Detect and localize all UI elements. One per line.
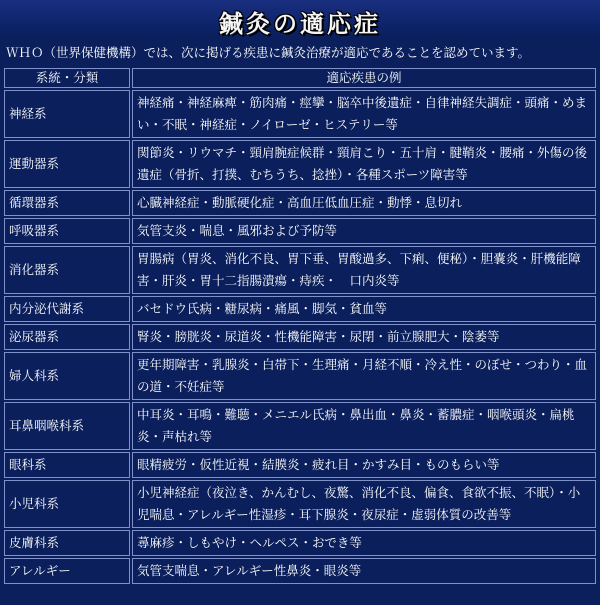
table-row [4,190,596,216]
header-diseases: 適応疾患の例 [132,68,596,88]
row-category: 小児科系 [4,480,130,528]
table-row [4,90,596,138]
row-category: 内分泌代謝系 [4,296,130,322]
row-diseases: 神経痛・神経麻痺・筋肉痛・痙攣・脳卒中後遺症・自律神経失調症・頭痛・めまい・不眠・神経症・ノイローゼ・ヒステリー等 [132,90,596,138]
row-diseases: 胃腸病（胃炎、消化不良、胃下垂、胃酸過多、下痢、便秘）・胆嚢炎・肝機能障害・肝炎・胃十二指腸潰瘍・痔疾・ 口内炎等 [132,246,596,294]
row-diseases: 蕁麻疹・しもやけ・ヘルペス・おでき等 [132,530,596,556]
row-category: 耳鼻咽喉科系 [4,402,130,450]
table-header-row [4,68,596,88]
table-row [4,324,596,350]
table-row [4,452,596,478]
indications-table [2,66,598,586]
row-diseases: 関節炎・リウマチ・頸肩腕症候群・頸肩こり・五十肩・腱鞘炎・腰痛・外傷の後遺症（骨折、打撲、むちうち、捻挫）・各種スポーツ障害等 [132,140,596,188]
title-banner [0,0,600,38]
table-row [4,558,596,584]
row-category: 婦人科系 [4,352,130,400]
row-diseases: 腎炎・膀胱炎・尿道炎・性機能障害・尿閉・前立腺肥大・陰萎等 [132,324,596,350]
page-title: 鍼灸の適応症 [219,9,381,38]
row-diseases: 更年期障害・乳腺炎・白帯下・生理痛・月経不順・冷え性・のぼせ・つわり・血の道・不妊症等 [132,352,596,400]
table-row [4,140,596,188]
table-row [4,352,596,400]
row-diseases: 中耳炎・耳鳴・難聴・メニエル氏病・鼻出血・鼻炎・蓄膿症・咽喉頭炎・扁桃炎・声枯れ等 [132,402,596,450]
table-row [4,246,596,294]
table-row [4,530,596,556]
row-diseases: 小児神経症（夜泣き、かんむし、夜驚、消化不良、偏食、食欲不振、不眠）・小児喘息・アレルギー性湿疹・耳下腺炎・夜尿症・虚弱体質の改善等 [132,480,596,528]
intro-text: ＷＨＯ（世界保健機構）では、次に掲げる疾患に鍼灸治療が適応であることを認めています。 [6,45,531,60]
row-category: 循環器系 [4,190,130,216]
table-row [4,402,596,450]
row-category: 消化器系 [4,246,130,294]
row-diseases: 眼精疲労・仮性近視・結膜炎・疲れ目・かすみ目・ものもらい等 [132,452,596,478]
row-category: 神経系 [4,90,130,138]
row-category: 呼吸器系 [4,218,130,244]
header-category: 系統・分類 [4,68,130,88]
table-row [4,480,596,528]
row-category: 皮膚科系 [4,530,130,556]
table-row [4,296,596,322]
row-diseases: 心臓神経症・動脈硬化症・高血圧低血圧症・動悸・息切れ [132,190,596,216]
row-category: アレルギー [4,558,130,584]
row-diseases: 気管支喘息・アレルギー性鼻炎・眼炎等 [132,558,596,584]
row-category: 運動器系 [4,140,130,188]
row-category: 眼科系 [4,452,130,478]
row-diseases: バセドウ氏病・糖尿病・痛風・脚気・貧血等 [132,296,596,322]
row-diseases: 気管支炎・喘息・風邪および予防等 [132,218,596,244]
row-category: 泌尿器系 [4,324,130,350]
table-row [4,218,596,244]
